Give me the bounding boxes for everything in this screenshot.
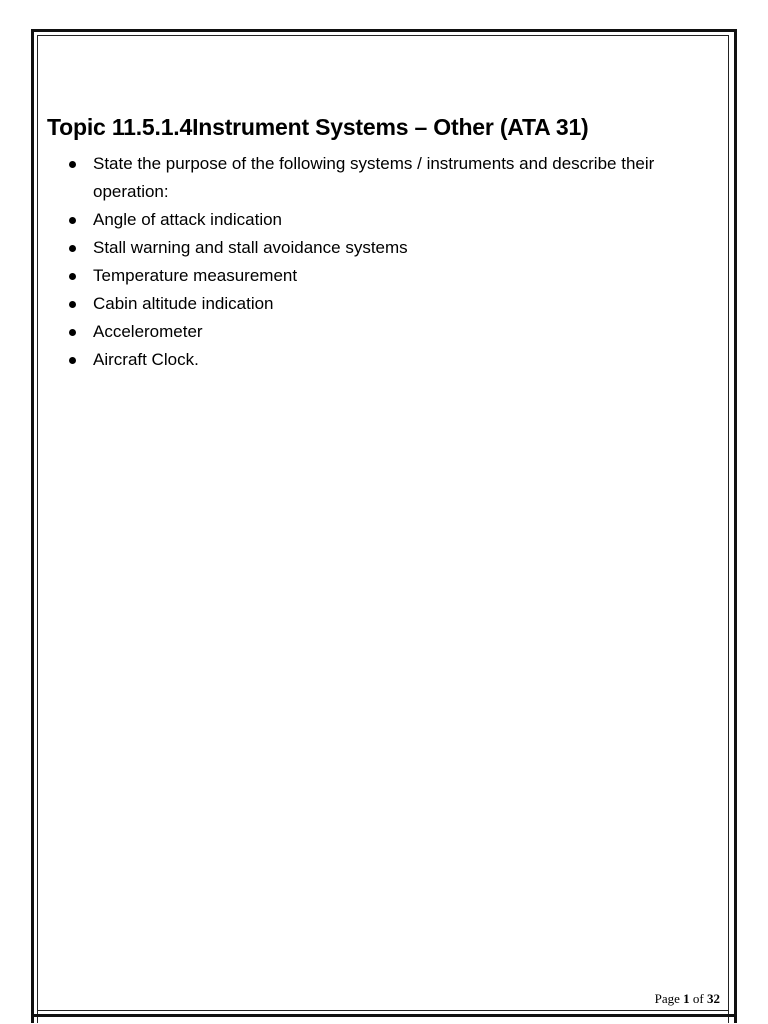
topic-heading: Topic 11.5.1.4Instrument Systems – Other (ATA 31)	[47, 114, 589, 140]
list-item	[47, 318, 693, 346]
list-item-text: State the purpose of the following systems / instruments and describe their operation:	[93, 154, 655, 201]
page-content	[47, 110, 707, 374]
list-item-text: Temperature measurement	[93, 266, 298, 285]
objectives-list	[47, 150, 707, 374]
current-page-number: 1	[683, 991, 690, 1006]
list-item-text: Accelerometer	[93, 322, 203, 341]
list-item	[47, 234, 693, 262]
bullet-icon	[69, 245, 76, 252]
list-item-text: Stall warning and stall avoidance systems	[93, 238, 408, 257]
page-border-bottom-inner	[37, 1010, 729, 1011]
list-item	[47, 346, 693, 374]
bullet-icon	[69, 273, 76, 280]
page-border-bottom	[31, 1014, 737, 1017]
list-item-text: Angle of attack indication	[93, 210, 283, 229]
bullet-icon	[69, 217, 76, 224]
bullet-icon	[69, 357, 76, 364]
list-item-text: Cabin altitude indication	[93, 294, 274, 313]
page-label: Page	[654, 991, 680, 1006]
total-pages-number: 32	[707, 991, 720, 1006]
page-number-footer	[655, 990, 720, 1008]
bullet-icon	[69, 301, 76, 308]
list-item	[47, 150, 693, 206]
bullet-icon	[69, 329, 76, 336]
bullet-icon	[69, 161, 76, 168]
list-item	[47, 206, 693, 234]
list-item	[47, 262, 693, 290]
list-item-text: Aircraft Clock.	[93, 350, 199, 369]
list-item	[47, 290, 693, 318]
of-label: of	[692, 991, 704, 1006]
